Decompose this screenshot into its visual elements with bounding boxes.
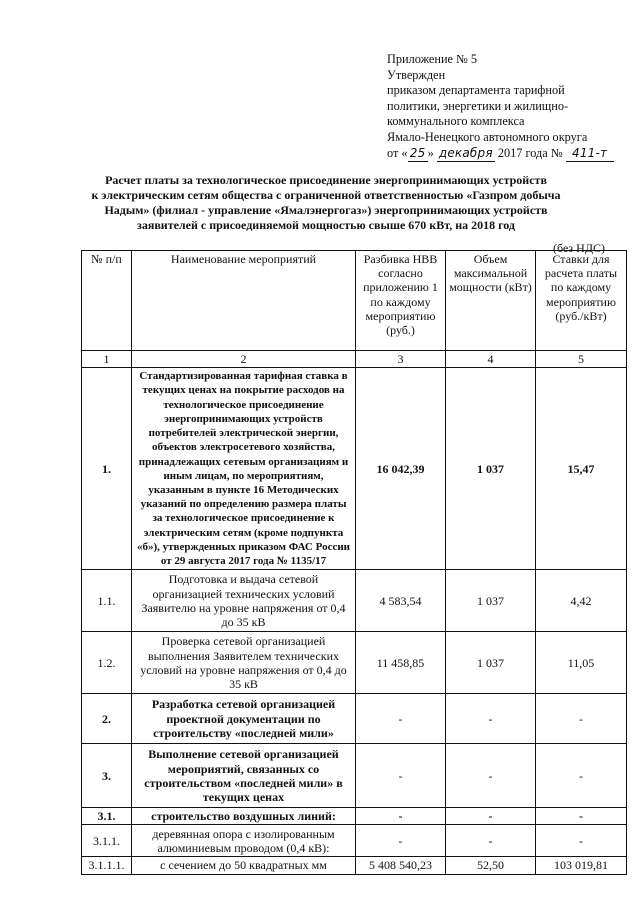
order-line-1: приказом департамента тарифной	[387, 83, 565, 98]
row-power: 1 037	[446, 368, 536, 570]
table-header-row	[82, 251, 627, 351]
table-row	[82, 632, 627, 694]
table-row	[82, 825, 627, 857]
column-number: 3	[356, 351, 446, 368]
title-line-1: Расчет платы за технологическое присоединение энергопринимающих устройств	[105, 173, 547, 187]
handwritten-month: декабря	[437, 146, 495, 163]
row-rate: 4,42	[536, 570, 627, 632]
row-number: 3.1.1.	[82, 825, 132, 857]
date-year: 2017 года №	[497, 145, 563, 160]
row-rate: -	[536, 744, 627, 808]
row-nvv: -	[356, 808, 446, 825]
table-row	[82, 694, 627, 744]
header-cell-rate: Ставки для расчета платы по каждому мероприятию (руб./кВт)	[536, 251, 627, 351]
row-nvv: 16 042,39	[356, 368, 446, 570]
column-number-row	[82, 351, 627, 368]
row-number: 3.	[82, 744, 132, 808]
row-rate: -	[536, 825, 627, 857]
table-row	[82, 368, 627, 570]
appendix-number: Приложение № 5	[387, 52, 478, 66]
row-nvv: 5 408 540,23	[356, 857, 446, 874]
row-power: -	[446, 694, 536, 744]
row-power: 1 037	[446, 570, 536, 632]
header-cell-power: Объем максимальной мощности (кВт)	[446, 251, 536, 351]
row-power: 1 037	[446, 632, 536, 694]
title-line-4: заявителей с присоединяемой мощностью свыше 670 кВт, на 2018 год	[137, 218, 515, 232]
column-number: 1	[82, 351, 132, 368]
row-number: 1.2.	[82, 632, 132, 694]
row-power: -	[446, 744, 536, 808]
row-nvv: -	[356, 744, 446, 808]
handwritten-day: 25	[408, 146, 428, 163]
row-rate: 15,47	[536, 368, 627, 570]
row-rate: -	[536, 694, 627, 744]
row-power: -	[446, 825, 536, 857]
row-name: Разработка сетевой организацией проектной документации по строительству «последней мили»	[132, 694, 356, 744]
title-line-2: к электрическим сетям общества с ограниченной ответственностью «Газпром добыча	[91, 188, 561, 202]
date-mid: »	[427, 145, 434, 160]
order-line-3: коммунального комплекса	[387, 114, 525, 129]
order-date-line	[387, 146, 627, 163]
document-title	[70, 173, 582, 233]
order-line-4: Ямало-Ненецкого автономного округа	[387, 129, 588, 144]
table-row	[82, 570, 627, 632]
row-name: Проверка сетевой организацией выполнения Заявителем технических условий на уровне напряжения от 0,4 до 35 кВ	[132, 632, 356, 694]
order-line-2: политики, энергетики и жилищно-	[387, 98, 569, 113]
row-name: строительство воздушных линий:	[132, 808, 356, 825]
header-cell-name: Наименование мероприятий	[132, 251, 356, 351]
row-name: Подготовка и выдача сетевой организацией технических условий Заявителю на уровне напряжения от 0,4 до 35 кВ	[132, 570, 356, 632]
row-rate: 11,05	[536, 632, 627, 694]
row-number: 3.1.1.1.	[82, 857, 132, 874]
row-name: деревянная опора с изолированным алюминиевым проводом (0,4 кВ):	[132, 825, 356, 857]
row-rate: 103 019,81	[536, 857, 627, 874]
row-rate: -	[536, 808, 627, 825]
row-name: Выполнение сетевой организацией мероприятий, связанных со строительством «последней мили» в текущих ценах	[132, 744, 356, 808]
row-nvv: -	[356, 694, 446, 744]
table-row	[82, 744, 627, 808]
row-power: 52,50	[446, 857, 536, 874]
appendix-header	[387, 52, 627, 162]
row-name: с сечением до 50 квадратных мм	[132, 857, 356, 874]
vat-note: (без НДС)	[553, 241, 606, 255]
title-line-3: Надым» (филиал - управление «Ямалэнергогаз») энергопринимающих устройств	[104, 203, 548, 217]
tariff-table	[81, 250, 627, 875]
column-number: 5	[536, 351, 627, 368]
column-number: 4	[446, 351, 536, 368]
row-nvv: 11 458,85	[356, 632, 446, 694]
date-prefix: от «	[387, 145, 408, 160]
row-name: Стандартизированная тарифная ставка в текущих ценах на покрытие расходов на технологическое присоединение энергопринимающих устройств потребителей электрической энергии, объектов электросетевого хозяйства, принадлежащих сетевым организациям и иным лицам, по мероприятиям, указанным в пункте 16 Методических указаний по определению размера платы за технологическое присоединение к электрическим сетям (кроме подпункта «б»), утвержденных приказом ФАС России от 29 августа 2017 года № 1135/17	[132, 368, 356, 570]
table-row	[82, 857, 627, 874]
row-number: 1.1.	[82, 570, 132, 632]
row-power: -	[446, 808, 536, 825]
row-nvv: 4 583,54	[356, 570, 446, 632]
row-number: 3.1.	[82, 808, 132, 825]
approved-label: Утвержден	[387, 67, 446, 82]
row-nvv: -	[356, 825, 446, 857]
header-cell-number: № п/п	[82, 251, 132, 351]
row-number: 1.	[82, 368, 132, 570]
header-cell-nvv: Разбивка НВВ согласно приложению 1 по каждому мероприятию (руб.)	[356, 251, 446, 351]
row-number: 2.	[82, 694, 132, 744]
column-number: 2	[132, 351, 356, 368]
table-row	[82, 808, 627, 825]
handwritten-order-number: 411-т	[566, 146, 614, 163]
